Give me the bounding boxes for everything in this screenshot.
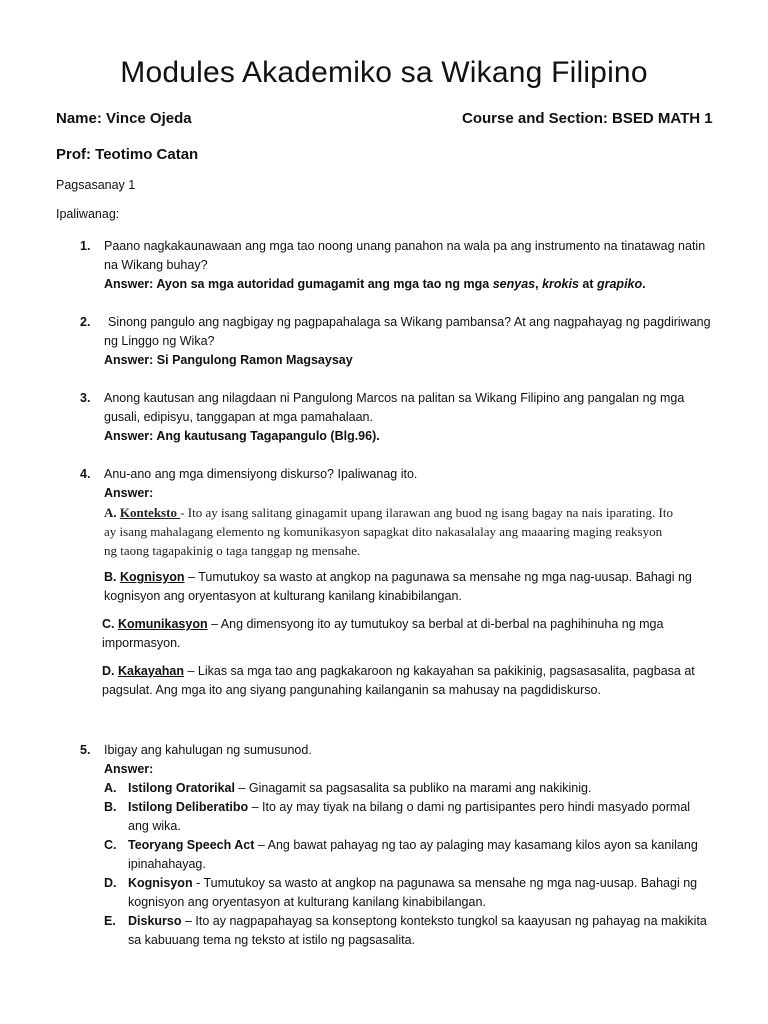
dimension-b: B. Kognisyon – Tumutukoy sa wasto at angkop na pagunawa sa mensahe ng mga nag-uusap. Bahagi ng kognisyon ang oryentasyon at kulturang kanilang kinabibilangan. <box>104 570 692 603</box>
answer-label: Answer: <box>104 762 154 776</box>
question-number: 5. <box>80 743 91 757</box>
instruction-text: Ipaliwanag: <box>56 207 120 221</box>
question-number: 3. <box>80 391 91 405</box>
answer-text: Answer: Ang kautusang Tagapangulo (Blg.96). <box>104 429 380 443</box>
question-text: Paano nagkakaunawaan ang mga tao noong unang panahon na wala pa ang instrumento na tinatawag natin na Wikang buhay? <box>104 239 706 272</box>
answer-text: Answer: Si Pangulong Ramon Magsaysay <box>104 353 353 367</box>
question-2 <box>56 313 716 370</box>
dimension-d: D. Kakayahan – Likas sa mga tao ang pagkakaroon ng kakayahan sa pakikinig, pagsasasalita, pagbasa at pagsulat. Ang mga ito ang siyang pangunahing kailanganin sa mahusay na pagdidiskurso. <box>102 664 695 697</box>
question-number: 4. <box>80 467 91 481</box>
definition-item: D. Kognisyon - Tumutukoy sa wasto at angkop na pagunawa sa mensahe ng mga nag-uusap. Bahagi ng kognisyon ang oryentasyon at kulturang kanilang kinabibilangan. <box>104 876 698 909</box>
question-3 <box>56 389 716 446</box>
question-text: Anu-ano ang mga dimensiyong diskurso? Ipaliwanag ito. <box>104 467 418 481</box>
professor-name: Prof: Teotimo Catan <box>56 146 199 163</box>
question-5 <box>56 741 716 950</box>
definition-item: A. Istilong Oratorikal – Ginagamit sa pagsasalita sa publiko na marami ang nakikinig. <box>104 781 592 795</box>
term-komunikasyon: Komunikasyon <box>117 617 208 631</box>
question-number: 1. <box>80 239 91 253</box>
question-text: Anong kautusan ang nilagdaan ni Pangulong Marcos na palitan sa Wikang Filipino ang pangalan ng mga gusali, edipisyu, tanggapan at mga pamahalaan. <box>104 391 685 424</box>
question-number: 2. <box>80 315 91 329</box>
definition-list <box>104 779 716 950</box>
question-4 <box>56 465 716 503</box>
question-text: Sinong pangulo ang nagbigay ng pagpapahalaga sa Wikang pambansa? At ang nagpahayag ng pagdiriwang <box>108 315 711 329</box>
term-kakayahan: Kakayahan <box>117 664 184 678</box>
definition-item: B. Istilong Deliberatibo – Ito ay may tiyak na bilang o dami ng partisipantes pero hindi masyado pormal ang wika. <box>104 800 691 833</box>
question-text: Ibigay ang kahulugan ng sumusunod. <box>104 743 312 757</box>
definition-item: E. Diskurso – Ito ay nagpapahayag sa konseptong konteksto tungkol sa kaayusan ng pahayag na makikita sa kabuuang tema ng teksto at istilo ng pagsasalita. <box>104 914 707 947</box>
term-konteksto: Konteksto <box>119 505 181 520</box>
answer-label: Answer: <box>104 486 154 500</box>
dimension-c: C. Komunikasyon – Ang dimensyong ito ay tumutukoy sa berbal at di-berbal na paghihinuha ng mga impormasyon. <box>102 617 664 650</box>
exercise-title: Pagsasanay 1 <box>56 178 136 192</box>
student-name: Name: Vince Ojeda <box>56 110 192 127</box>
definition-item: C. Teoryang Speech Act – Ang bawat pahayag ng tao ay palaging may kasamang kilos ayon sa kanilang ipinahahayag. <box>104 838 698 871</box>
question-text-cont: ng Linggo ng Wika? <box>104 334 215 348</box>
document-title: Modules Akademiko sa Wikang Filipino <box>120 56 648 89</box>
question-1 <box>56 237 716 294</box>
course-section: Course and Section: BSED MATH 1 <box>462 110 713 127</box>
term-kognisyon: Kognisyon <box>119 570 185 584</box>
answer-text: Answer: Ayon sa mga autoridad gumagamit ang mga tao ng mga senyas, krokis at grapiko. <box>104 277 646 291</box>
dimension-a: A. Konteksto - Ito ay isang salitang ginagamit upang ilarawan ang buod ng isang bagay na nais iparating. Ito ay isang mahalagang elemento ng komunikasyon sapagkat dito nakasalalay ang maaaring maging reaksyon ng taong tagapakinig o taga tanggap ng mensahe. <box>104 505 673 558</box>
